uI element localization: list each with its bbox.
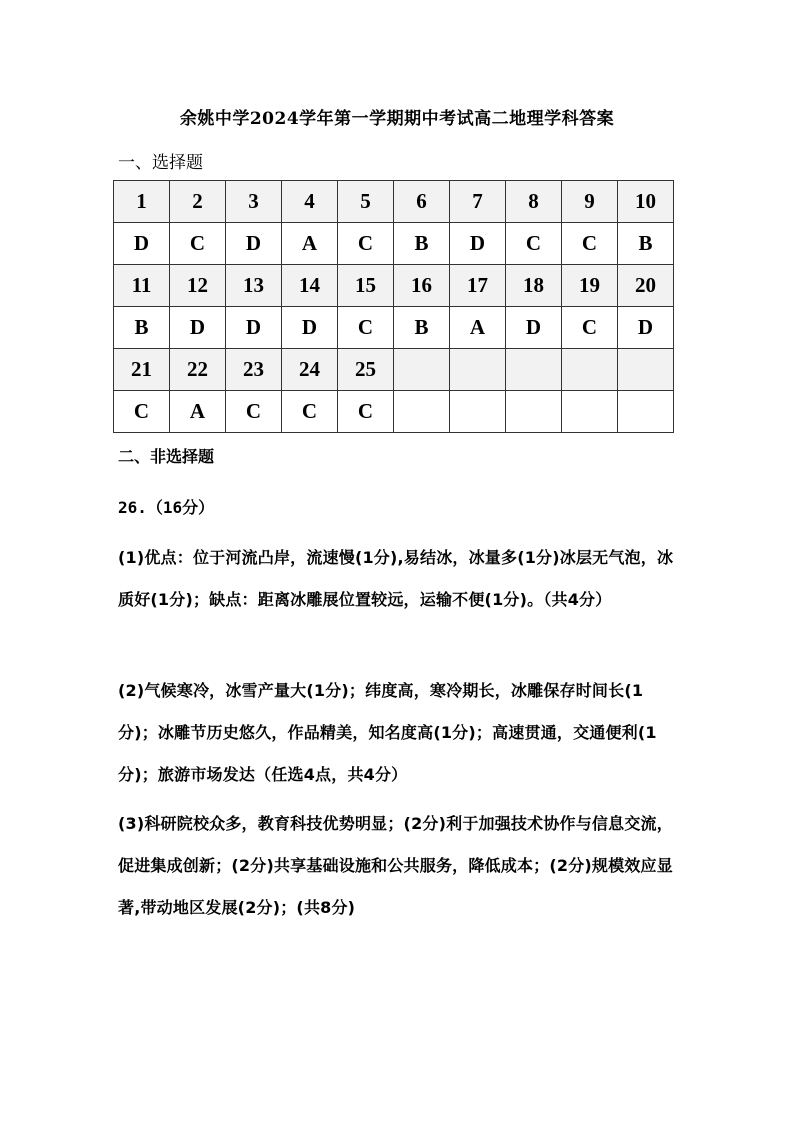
question-number-cell: 8 <box>506 181 562 223</box>
answer-cell: C <box>114 391 170 433</box>
answer-cell: C <box>226 391 282 433</box>
question-number-cell: 19 <box>562 265 618 307</box>
question-number-cell <box>506 349 562 391</box>
question-number-cell <box>394 349 450 391</box>
answer-cell <box>618 391 674 433</box>
section-multiple-choice-heading: 一、选择题 <box>118 153 203 173</box>
answer-cell: C <box>562 223 618 265</box>
answer-cell: C <box>282 391 338 433</box>
answer-cell: D <box>282 307 338 349</box>
answer-cell: D <box>170 307 226 349</box>
answer-cell <box>506 391 562 433</box>
question-number-cell: 7 <box>450 181 506 223</box>
question-26-part-3: (3)科研院校众多，教育科技优势明显；(2分)利于加强技术协作与信息交流，促进集成创新；(2分)共享基础设施和公共服务，降低成本；(2分)规模效应显著,带动地区发展(2分)；(共8分) <box>118 814 673 917</box>
question-number-cell: 20 <box>618 265 674 307</box>
answer-cell <box>562 391 618 433</box>
question-number-cell: 3 <box>226 181 282 223</box>
answer-cell: B <box>394 223 450 265</box>
answer-row <box>114 307 674 349</box>
question-number-cell: 10 <box>618 181 674 223</box>
question-number-row <box>114 265 674 307</box>
question-number-cell: 14 <box>282 265 338 307</box>
question-number-cell: 9 <box>562 181 618 223</box>
answer-cell: B <box>394 307 450 349</box>
question-26-heading: 26.（16分） <box>118 498 215 517</box>
answer-cell: C <box>338 391 394 433</box>
answer-cell: C <box>562 307 618 349</box>
answer-cell: C <box>338 307 394 349</box>
question-number-cell: 23 <box>226 349 282 391</box>
answer-cell: A <box>282 223 338 265</box>
question-number-cell: 24 <box>282 349 338 391</box>
question-number-cell <box>618 349 674 391</box>
answer-cell: A <box>450 307 506 349</box>
answer-cell: D <box>226 307 282 349</box>
answer-cell: A <box>170 391 226 433</box>
question-number-cell: 22 <box>170 349 226 391</box>
question-number-cell: 5 <box>338 181 394 223</box>
question-number-row <box>114 349 674 391</box>
answer-cell: D <box>226 223 282 265</box>
answer-cell <box>394 391 450 433</box>
answer-cell: D <box>114 223 170 265</box>
question-number-cell: 4 <box>282 181 338 223</box>
question-number-cell: 1 <box>114 181 170 223</box>
question-number-cell <box>562 349 618 391</box>
document-title: 余姚中学2024学年第一学期期中考试高二地理学科答案 <box>179 109 615 129</box>
answer-table <box>113 180 674 433</box>
answer-cell: C <box>506 223 562 265</box>
answer-cell: D <box>506 307 562 349</box>
answer-row <box>114 223 674 265</box>
answer-cell: B <box>618 223 674 265</box>
section-non-choice-heading: 二、非选择题 <box>118 447 215 466</box>
question-number-cell: 15 <box>338 265 394 307</box>
question-number-cell: 25 <box>338 349 394 391</box>
question-number-cell: 11 <box>114 265 170 307</box>
question-number-cell: 6 <box>394 181 450 223</box>
question-number-cell: 12 <box>170 265 226 307</box>
question-number-cell: 13 <box>226 265 282 307</box>
question-number-cell: 21 <box>114 349 170 391</box>
question-26-part-1: (1)优点：位于河流凸岸，流速慢(1分),易结冰，冰量多(1分)冰层无气泡，冰质好(1分)；缺点：距离冰雕展位置较远，运输不便(1分)。（共4分） <box>118 548 674 609</box>
question-number-cell: 2 <box>170 181 226 223</box>
question-number-cell <box>450 349 506 391</box>
answer-cell <box>450 391 506 433</box>
question-number-cell: 16 <box>394 265 450 307</box>
question-number-cell: 17 <box>450 265 506 307</box>
answer-cell: C <box>170 223 226 265</box>
question-26-part-2: (2)气候寒冷，冰雪产量大(1分)；纬度高，寒冷期长，冰雕保存时间长(1分)；冰雕节历史悠久，作品精美，知名度高(1分)；高速贯通，交通便利(1分)；旅游市场发达（任选4点，共4分） <box>118 681 657 784</box>
question-number-cell: 18 <box>506 265 562 307</box>
answer-cell: D <box>618 307 674 349</box>
answer-row <box>114 391 674 433</box>
answer-cell: B <box>114 307 170 349</box>
answer-cell: C <box>338 223 394 265</box>
answer-cell: D <box>450 223 506 265</box>
question-number-row <box>114 181 674 223</box>
